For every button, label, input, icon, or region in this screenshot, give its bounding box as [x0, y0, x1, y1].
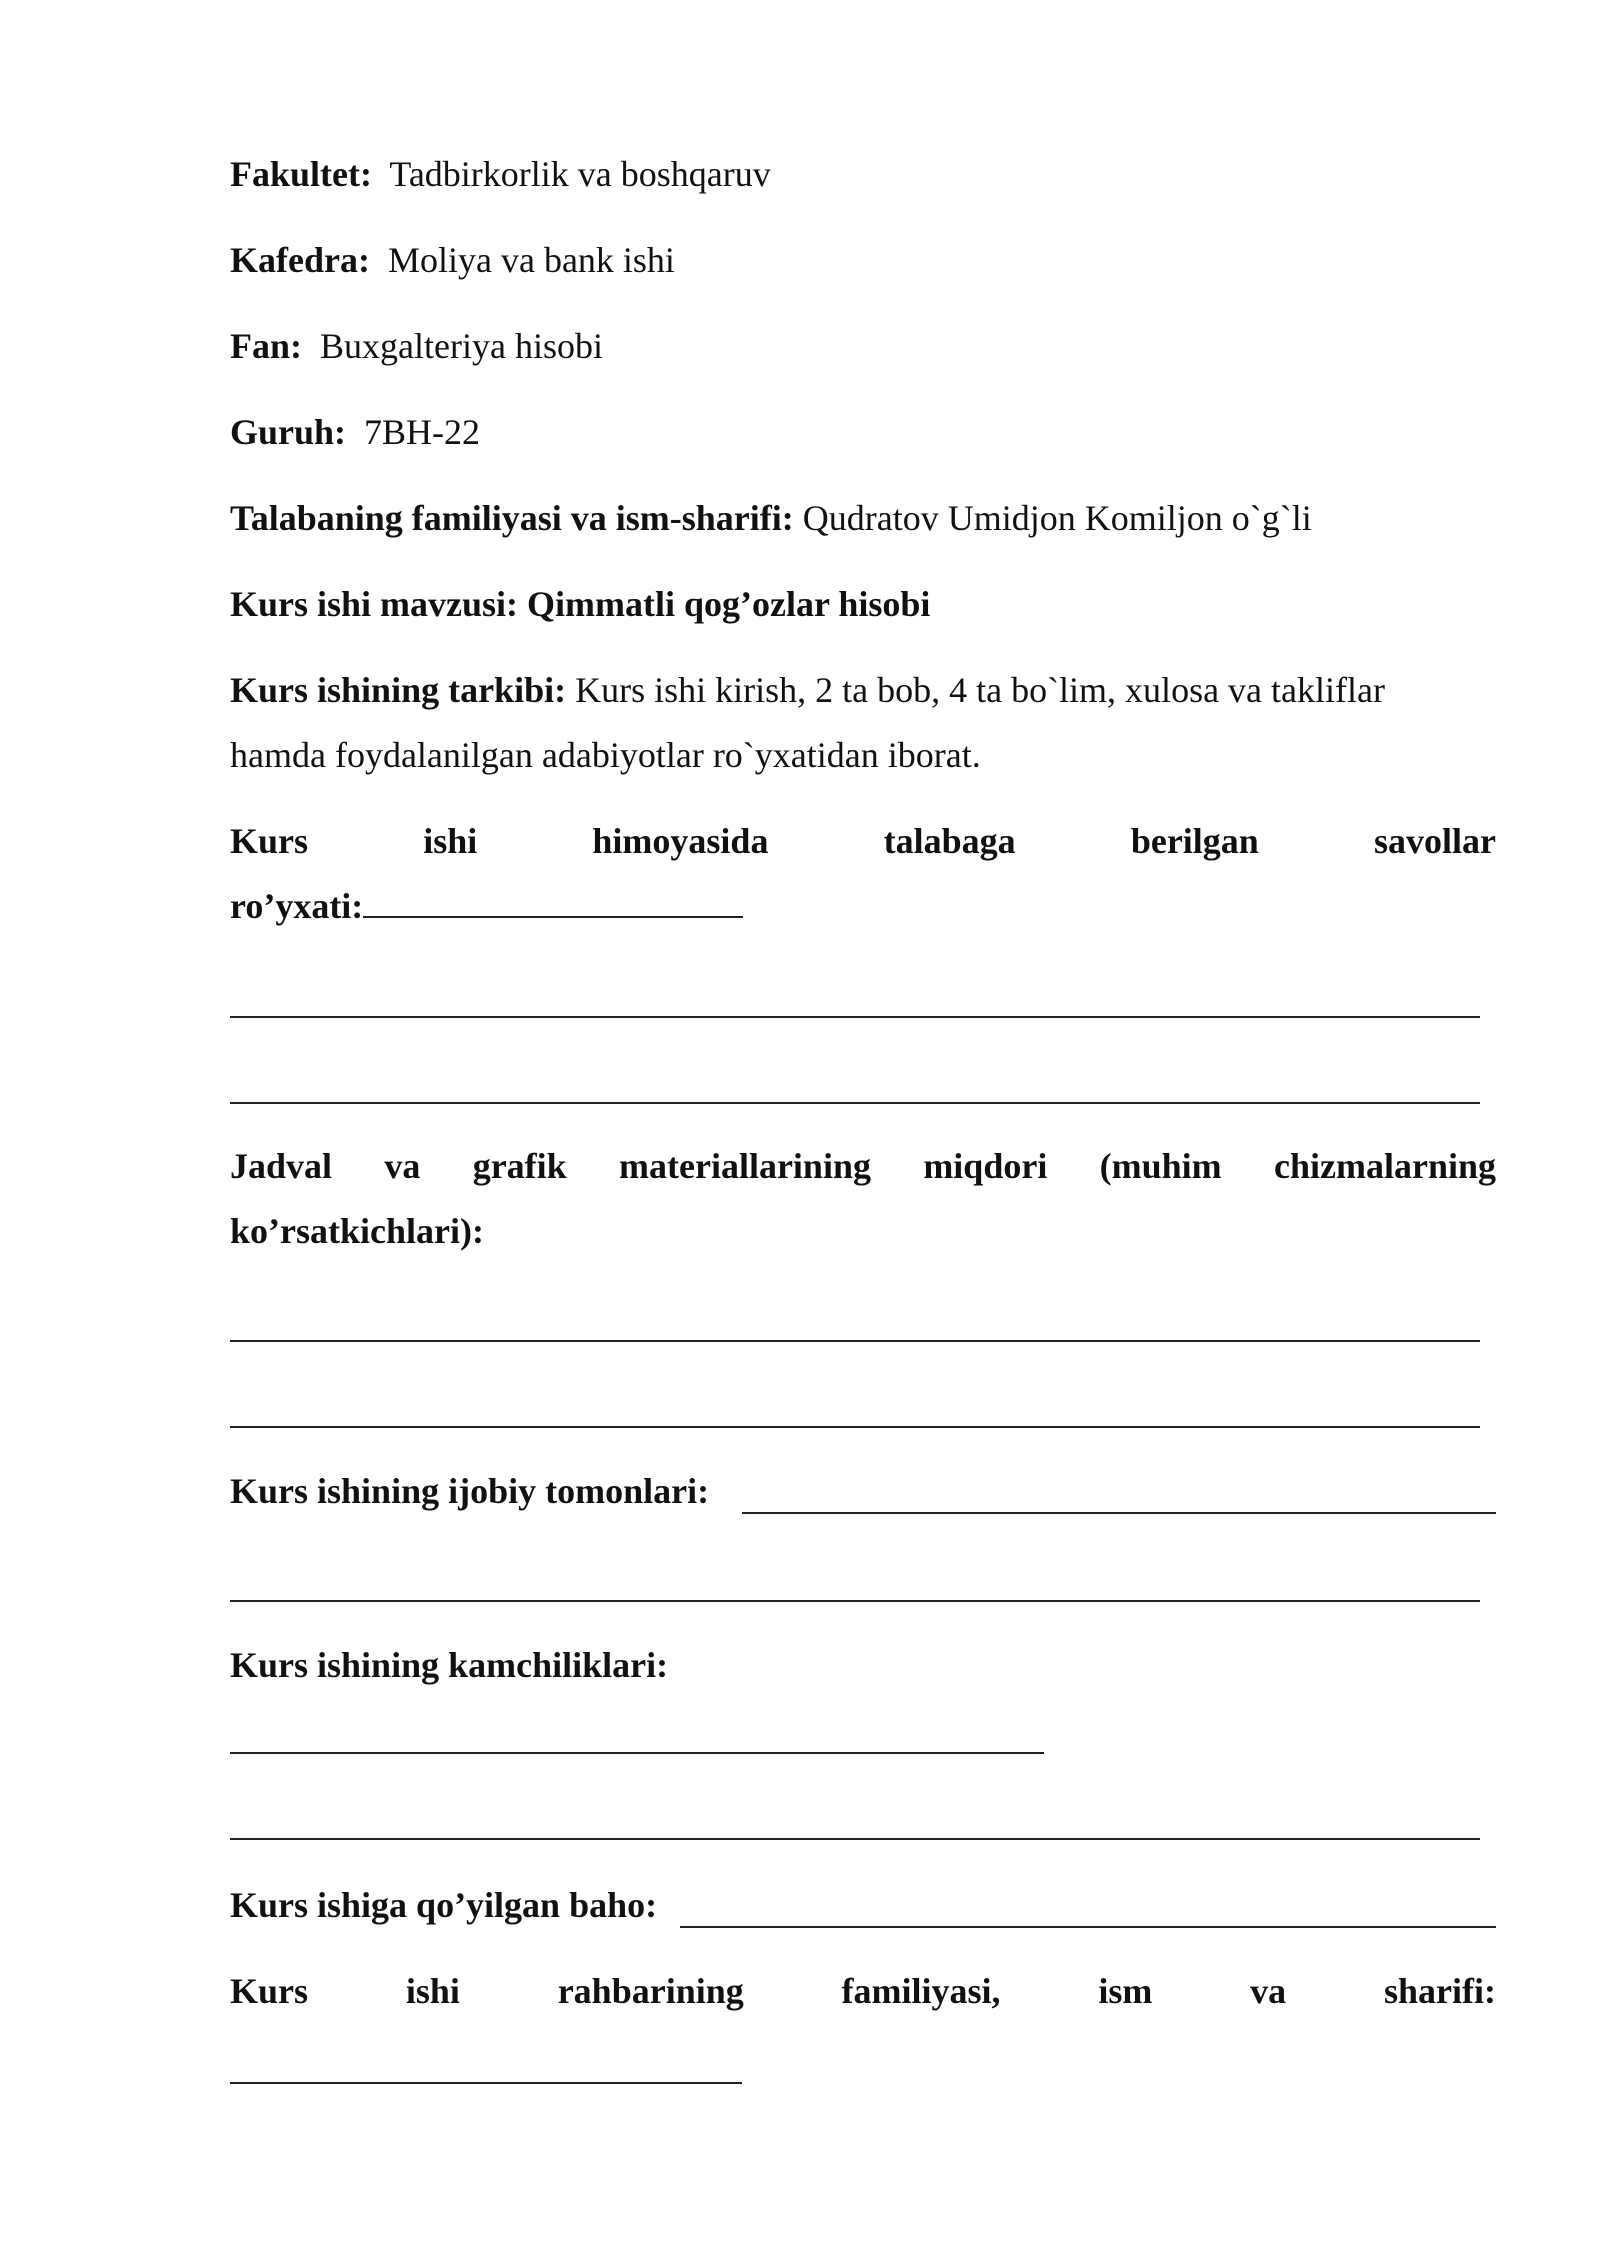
questions-row-2	[230, 884, 743, 928]
questions-word: savollar	[1374, 821, 1496, 861]
group-label: Guruh:	[230, 412, 347, 452]
tables-blank-line[interactable]	[230, 1426, 1480, 1428]
positives-row	[230, 1469, 709, 1513]
subject-value: Buxgalteriya hisobi	[320, 326, 603, 366]
shortcomings-row	[230, 1643, 668, 1687]
student-label: Talabaning familiyasi va ism-sharifi:	[230, 498, 794, 538]
tables-label: ko’rsatkichlari):	[230, 1211, 484, 1251]
questions-blank-line[interactable]	[230, 1016, 1480, 1018]
positives-blank-inline[interactable]	[742, 1512, 1496, 1514]
tables-word: Jadval	[230, 1146, 333, 1186]
grade-row	[230, 1883, 657, 1927]
shortcomings-blank-line[interactable]	[230, 1752, 1044, 1754]
tables-word: materiallarining	[619, 1146, 871, 1186]
department-value: Moliya va bank ishi	[387, 240, 675, 280]
questions-word: Kurs	[230, 821, 309, 861]
supervisor-word: ishi	[405, 1971, 460, 2011]
questions-word: ishi	[423, 821, 478, 861]
grade-blank-inline[interactable]	[680, 1926, 1496, 1928]
supervisor-heading	[230, 1969, 1496, 2013]
faculty-label: Fakultet:	[230, 154, 372, 194]
tables-blank-line[interactable]	[230, 1340, 1480, 1342]
structure-label: Kurs ishining tarkibi:	[230, 670, 567, 710]
group-value: 7BH-22	[364, 412, 481, 452]
tables-word: miqdori	[923, 1146, 1048, 1186]
tables-word: grafik	[472, 1146, 567, 1186]
shortcomings-label: Kurs ishining kamchiliklari:	[230, 1645, 669, 1685]
faculty-value: Tadbirkorlik va boshqaruv	[389, 154, 771, 194]
tables-word: va	[384, 1146, 421, 1186]
structure-value-line2: hamda foydalanilgan adabiyotlar ro`yxatidan iborat.	[230, 735, 981, 775]
questions-blank[interactable]	[363, 886, 743, 918]
student-value: Qudratov Umidjon Komiljon o`g`li	[802, 498, 1312, 538]
tables-heading	[230, 1144, 1496, 1188]
tables-row-2	[230, 1209, 484, 1253]
supervisor-word: sharifi:	[1383, 1971, 1496, 2011]
supervisor-word: va	[1250, 1971, 1287, 2011]
structure-value-line1: Kurs ishi kirish, 2 ta bob, 4 ta bo`lim, xulosa va takliflar	[575, 670, 1385, 710]
questions-word: talabaga	[883, 821, 1016, 861]
group-row	[230, 410, 480, 454]
department-row	[230, 238, 675, 282]
department-label: Kafedra:	[230, 240, 370, 280]
tables-word: (muhim	[1099, 1146, 1222, 1186]
questions-word: berilgan	[1130, 821, 1259, 861]
faculty-row	[230, 152, 771, 196]
grade-label: Kurs ishiga qo’yilgan baho:	[230, 1885, 658, 1925]
topic-label: Kurs ishi mavzusi: Qimmatli qog’ozlar hisobi	[230, 584, 931, 624]
positives-blank-line[interactable]	[230, 1600, 1480, 1602]
topic-row	[230, 582, 930, 626]
questions-blank-line[interactable]	[230, 1102, 1480, 1104]
structure-row-2	[230, 733, 981, 777]
supervisor-word: Kurs	[230, 1971, 309, 2011]
questions-label: ro’yxati:	[230, 886, 364, 926]
shortcomings-blank-line[interactable]	[230, 1838, 1480, 1840]
subject-row	[230, 324, 603, 368]
structure-row	[230, 668, 1385, 712]
subject-label: Fan:	[230, 326, 302, 366]
tables-word: chizmalarning	[1274, 1146, 1496, 1186]
supervisor-word: rahbarining	[557, 1971, 744, 2011]
questions-heading	[230, 819, 1496, 863]
supervisor-word: ism	[1098, 1971, 1153, 2011]
supervisor-word: familiyasi,	[841, 1971, 1001, 2011]
supervisor-blank-line[interactable]	[230, 2082, 742, 2084]
student-row	[230, 496, 1312, 540]
questions-word: himoyasida	[592, 821, 769, 861]
positives-label: Kurs ishining ijobiy tomonlari:	[230, 1471, 710, 1511]
